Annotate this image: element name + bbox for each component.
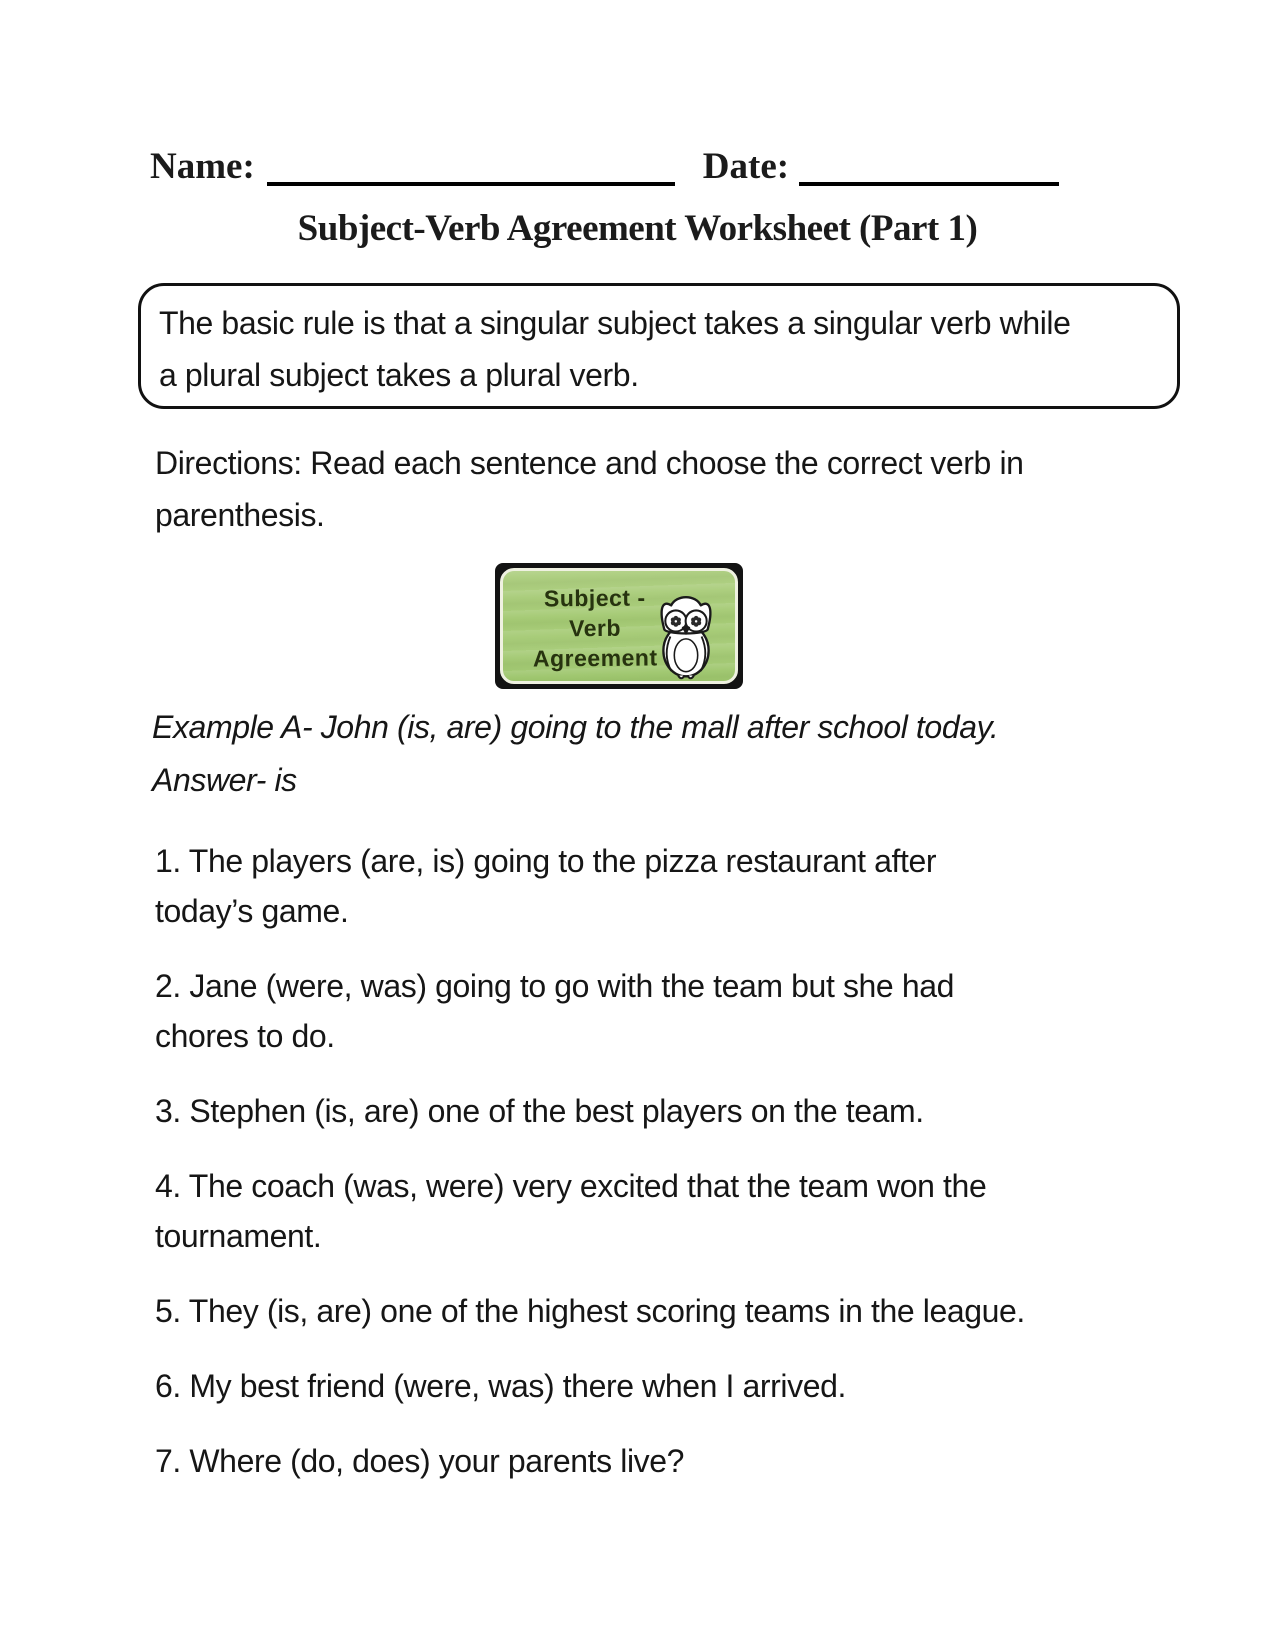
directions-line-2: parenthesis. <box>155 497 325 533</box>
question-1-line-2: today’s game. <box>155 893 349 929</box>
date-label: Date: <box>702 146 790 187</box>
directions-line-1: Directions: Read each sentence and choose the correct verb in <box>155 445 1024 481</box>
question-5-line-1: 5. They (is, are) one of the highest scoring teams in the league. <box>155 1293 1025 1329</box>
subject-verb-badge <box>495 563 743 689</box>
name-label: Name: <box>150 146 255 187</box>
question-6 <box>155 1361 1025 1411</box>
question-1-line-1: 1. The players (are, is) going to the pizza restaurant after <box>155 843 937 879</box>
question-5 <box>155 1286 1025 1336</box>
example-line-2: Answer- is <box>152 762 297 798</box>
rule-box <box>138 283 1180 409</box>
rule-line-1: The basic rule is that a singular subject takes a singular verb while <box>159 305 1071 341</box>
example-line-1: Example A- John (is, are) going to the mall after school today. <box>152 709 999 745</box>
question-list <box>155 836 1025 1511</box>
question-2 <box>155 961 1025 1061</box>
question-7-line-1: 7. Where (do, does) your parents live? <box>155 1443 685 1479</box>
question-6-line-1: 6. My best friend (were, was) there when I arrived. <box>155 1368 846 1404</box>
directions <box>155 437 1024 541</box>
date-blank <box>799 148 1059 186</box>
owl-icon <box>647 587 725 683</box>
question-3 <box>155 1086 1025 1136</box>
question-3-line-1: 3. Stephen (is, are) one of the best players on the team. <box>155 1093 924 1129</box>
page-title: Subject-Verb Agreement Worksheet (Part 1) <box>297 208 978 249</box>
badge-background <box>500 568 738 684</box>
question-2-line-2: chores to do. <box>155 1018 335 1054</box>
question-1 <box>155 836 1025 936</box>
header-line <box>150 140 1059 188</box>
example-block <box>152 701 998 807</box>
name-blank <box>267 148 675 186</box>
badge-line-1: Subject - Verb <box>543 584 646 642</box>
question-7 <box>155 1436 1025 1486</box>
rule-line-2: a plural subject takes a plural verb. <box>159 357 639 393</box>
question-4-line-1: 4. The coach (was, were) very excited that the team won the <box>155 1168 987 1204</box>
question-2-line-1: 2. Jane (were, was) going to go with the team but she had <box>155 968 955 1004</box>
badge-line-2: Agreement <box>532 644 658 672</box>
question-4 <box>155 1161 1025 1261</box>
question-4-line-2: tournament. <box>155 1218 322 1254</box>
